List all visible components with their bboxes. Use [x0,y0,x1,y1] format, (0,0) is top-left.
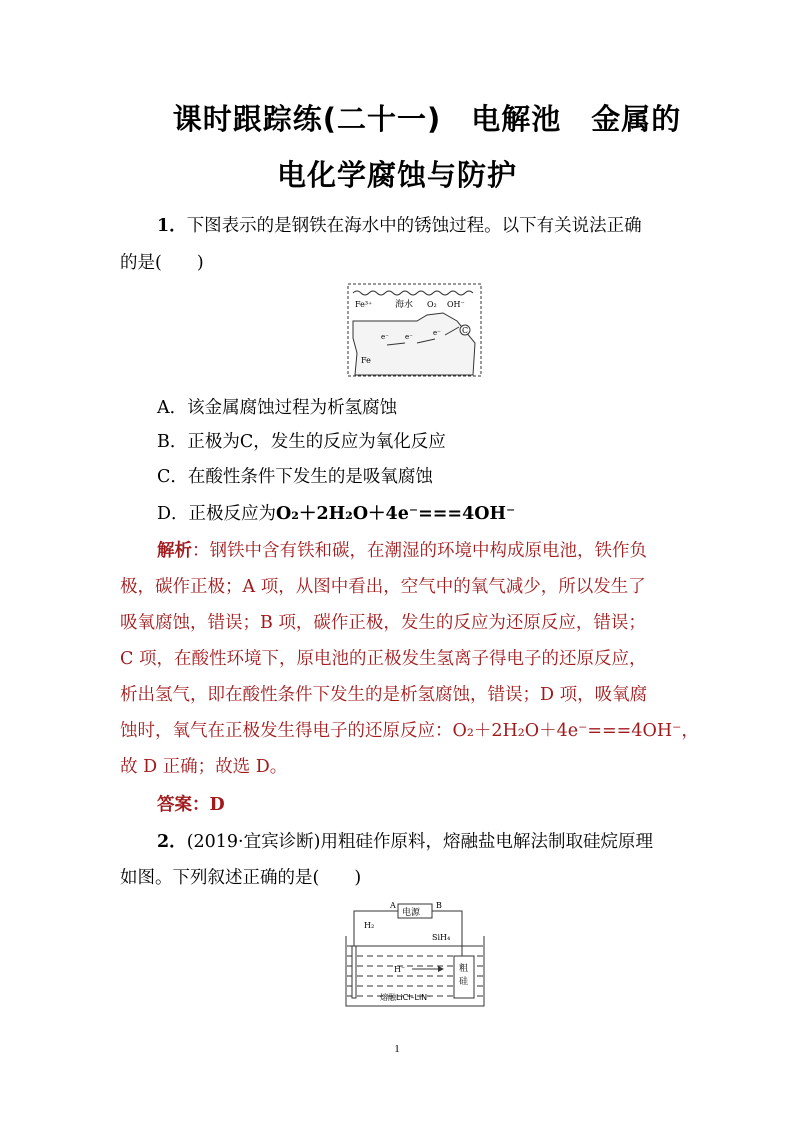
analysis-label: 解析 [157,541,192,561]
crude-label: 粗 [459,964,469,974]
answer-label: 答案 [157,795,192,815]
fe-label: Fe [361,356,371,365]
electron-label-3: e⁻ [433,329,441,337]
q1-stem-text: 下图表示的是钢铁在海水中的锈蚀过程。以下有关说法正确 [186,216,642,236]
option-a: A．该金属腐蚀过程为析氢腐蚀 [157,398,398,418]
analysis-line-1 [157,537,717,562]
analysis-text-1: ：钢铁中含有铁和碳，在潮湿的环境中构成原电池，铁作负 [192,541,647,561]
analysis-line-7: 故 D 正确；故选 D。 [120,757,288,777]
carbon-label: C [462,326,469,335]
silicon-label: 硅 [459,977,469,987]
sih4-label: SiH₄ [432,933,451,942]
melt-label: 熔融LiCl–LiN⁻ [380,993,432,1002]
fe3-label: Fe³⁺ [355,300,373,309]
option-d-prefix: D．正极反应为 [157,504,277,524]
o2-label: O₂ [427,300,437,309]
option-b: B．正极为C，发生的反应为氧化反应 [157,432,446,452]
q1-stem-cont: 的是( ) [120,253,204,273]
option-d [157,500,717,525]
q2-stem-text: (2019·宜宾诊断)用粗硅作原料，熔融盐电解法制取硅烷原理 [186,832,653,852]
title-line-2: 电化学腐蚀与防护 [276,158,517,192]
analysis-line-5: 析出氢气，即在酸性条件下发生的是析氢腐蚀，错误；D 项，吸氧腐 [120,685,648,705]
h2-label: H₂ [364,921,375,930]
oh-label: OH⁻ [447,300,465,309]
title-line-1: 课时跟踪练(二十一) 电解池 金属的 [172,102,682,136]
terminal-a-label: A [390,901,396,910]
analysis-line-3: 吸氧腐蚀，错误；B 项，碳作正极，发生的反应为还原反应，错误； [120,613,646,633]
q2-stem-cont: 如图。下列叙述正确的是( ) [120,868,362,888]
terminal-b-label: B [436,901,442,910]
electron-label-1: e⁻ [381,333,389,341]
option-c: C．在酸性条件下发生的是吸氧腐蚀 [157,467,433,487]
analysis-line-6: 蚀时，氧气在正极发生得电子的还原反应：O₂＋2H₂O＋4e⁻===4OH⁻， [120,721,699,741]
analysis-line-2: 极，碳作正极；A 项，从图中看出，空气中的氧气减少，所以发生了 [120,577,646,597]
q2-number: 2． [157,832,187,852]
electrolysis-figure [340,898,490,1010]
page-number: 1 [394,1043,400,1055]
seawater-label: 海水 [395,300,414,310]
q1-stem [157,212,717,237]
answer-line [157,791,717,816]
option-d-equation: O₂＋2H₂O＋4e⁻===4OH⁻ [276,504,516,524]
answer-value: ：D [192,795,225,815]
hydride-ion-label: H⁻ [394,965,406,974]
analysis-line-4: C 项，在酸性环境下，原电池的正极发生氢离子得电子的还原反应， [120,649,647,669]
q1-number: 1． [157,216,187,236]
corrosion-figure [347,283,482,377]
q2-stem [157,828,717,853]
electron-label-2: e⁻ [405,333,413,341]
power-label: 电源 [402,908,421,918]
